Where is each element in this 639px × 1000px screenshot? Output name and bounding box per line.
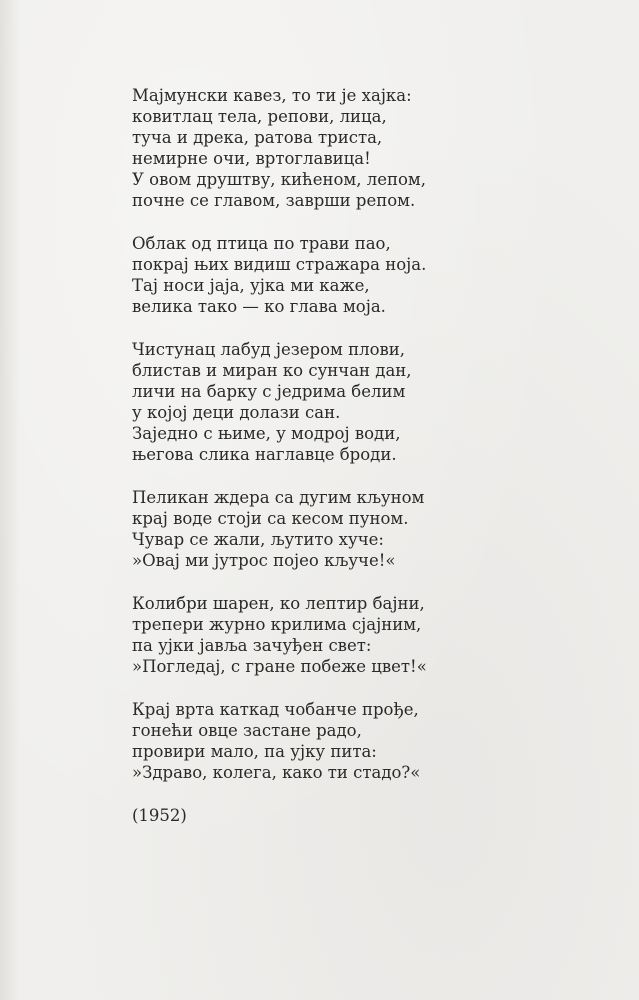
- poem-line: Чувар се жали, љутито хуче:: [132, 530, 384, 549]
- poem-line: Тај носи јаја, ујка ми каже,: [132, 276, 370, 295]
- poem-line: ковитлац тела, репови, лица,: [132, 107, 387, 126]
- poem-line: туча и дрека, ратова триста,: [132, 128, 383, 147]
- poem-line: па ујки јавља зачуђен свет:: [132, 636, 372, 655]
- poem-line: његова слика наглавце броди.: [132, 445, 397, 464]
- poem-line: Пеликан ждера са дугим кљуном: [132, 488, 425, 507]
- poem-line: покрај њих видиш стражара ноја.: [132, 255, 427, 274]
- poem-line: гонећи овце застане радо,: [132, 721, 362, 740]
- poem-line: Мајмунски кавез, то ти је хајка:: [132, 86, 412, 105]
- poem-line: Облак од птица по трави пао,: [132, 234, 391, 253]
- poem-text: [132, 85, 612, 826]
- poem-line: крај воде стоји са кесом пуном.: [132, 509, 409, 528]
- stanza-6: [132, 699, 612, 783]
- stanza-5: [132, 593, 612, 677]
- stanza-2: [132, 233, 612, 317]
- poem-line: личи на барку с једрима белим: [132, 382, 406, 401]
- poem-line: блистав и миран ко сунчан дан,: [132, 361, 412, 380]
- poem-line: Чистунац лабуд језером плови,: [132, 340, 406, 359]
- poem-line: велика тако — ко глава моја.: [132, 297, 386, 316]
- poem-line: »Погледај, с гране побеже цвет!«: [132, 657, 427, 676]
- poem-line: Крај врта каткад чобанче прође,: [132, 700, 419, 719]
- poem-line: »Здраво, колега, како ти стадо?«: [132, 763, 421, 782]
- poem-line: почне се главом, заврши репом.: [132, 191, 416, 210]
- poem-line: у којој деци долази сан.: [132, 403, 341, 422]
- stanza-4: [132, 487, 612, 571]
- poem-line: »Овај ми јутрос појео кључе!«: [132, 551, 396, 570]
- poem-line: У овом друштву, кићеном, лепом,: [132, 170, 427, 189]
- stanza-1: [132, 85, 612, 211]
- poem-line: Заједно с њиме, у модрој води,: [132, 424, 401, 443]
- stanza-3: [132, 339, 612, 465]
- poem-line: Колибри шарен, ко лептир бајни,: [132, 594, 425, 613]
- page-gutter-shadow: [0, 0, 20, 1000]
- poem-line: немирне очи, вртоглавица!: [132, 149, 371, 168]
- poem-line: трепери журно крилима сјајним,: [132, 615, 422, 634]
- poem-line: провири мало, па ујку пита:: [132, 742, 377, 761]
- poem-year: (1952): [132, 806, 187, 825]
